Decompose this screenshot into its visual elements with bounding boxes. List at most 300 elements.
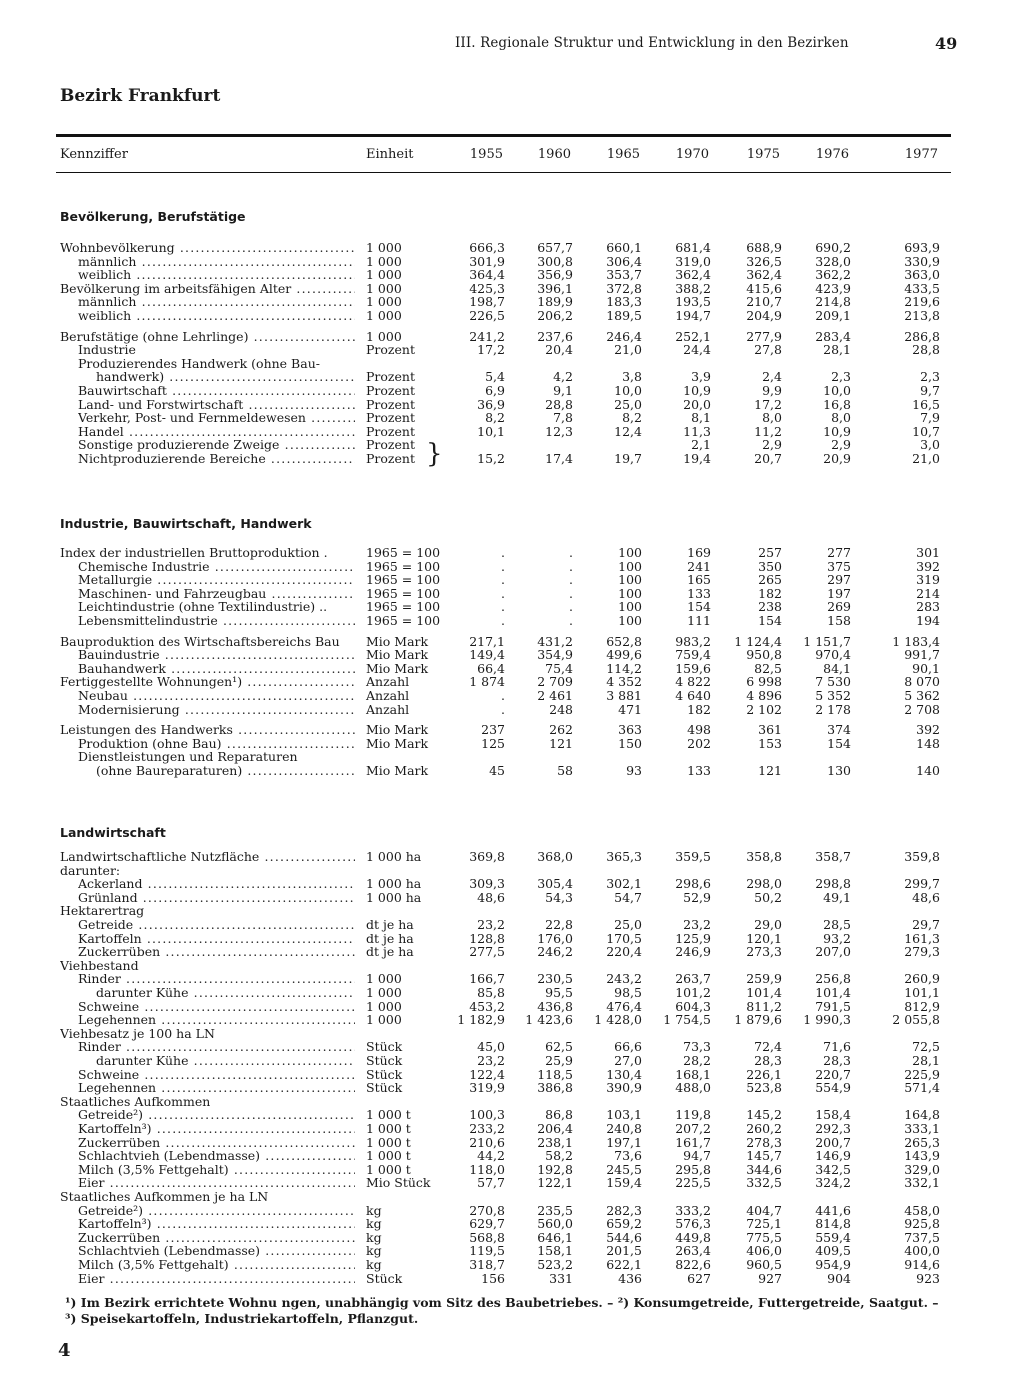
table-row [0, 750, 1024, 764]
value-cell: 812,9 [904, 999, 940, 1014]
row-unit: dt je ha [366, 917, 414, 932]
value-cell: 10,9 [683, 383, 711, 398]
value-cell: 277,9 [746, 329, 782, 344]
value-cell: . [501, 572, 505, 587]
value-cell: 189,9 [537, 294, 573, 309]
value-cell: 688,9 [746, 240, 782, 255]
value-cell: 148 [916, 736, 940, 751]
value-cell: 791,5 [815, 999, 851, 1014]
value-cell: 130 [827, 763, 851, 778]
table-row [0, 945, 1024, 959]
value-cell: 238 [758, 599, 782, 614]
value-cell: 278,3 [746, 1135, 782, 1150]
row-unit: Stück [366, 1067, 403, 1082]
value-cell: 237,6 [537, 329, 573, 344]
value-cell: 95,5 [545, 985, 573, 1000]
value-cell: 386,8 [537, 1080, 573, 1095]
value-cell: 983,2 [675, 634, 711, 649]
table-row [0, 1068, 1024, 1082]
row-label: Wohnbevölkerung ..... [60, 241, 355, 255]
value-cell: 3,0 [920, 437, 940, 452]
table-row [0, 1027, 1024, 1041]
value-cell: 362,4 [746, 267, 782, 282]
value-cell: 359,5 [675, 849, 711, 864]
value-cell: . [569, 572, 573, 587]
value-cell: 622,1 [606, 1257, 642, 1272]
value-cell: 207,0 [815, 944, 851, 959]
value-cell: 392 [916, 722, 940, 737]
value-cell: 28,8 [912, 342, 940, 357]
table-row [0, 255, 1024, 269]
table-row [0, 1136, 1024, 1150]
value-cell: 354,9 [537, 647, 573, 662]
table-row [0, 1244, 1024, 1258]
value-cell: 406,0 [746, 1243, 782, 1258]
row-label: Grünland ..... [78, 891, 355, 905]
value-cell: 350 [758, 559, 782, 574]
value-cell: . [569, 545, 573, 560]
value-cell: 220,4 [606, 944, 642, 959]
value-cell: 301 [916, 545, 940, 560]
table-row [0, 560, 1024, 574]
value-cell: 20,9 [823, 451, 851, 466]
value-cell: 71,6 [823, 1039, 851, 1054]
table-row [0, 864, 1024, 878]
value-cell: 225,9 [904, 1067, 940, 1082]
value-cell: 29,7 [912, 917, 940, 932]
value-cell: 226,1 [746, 1067, 782, 1082]
row-label: Modernisierung ..... [78, 703, 355, 717]
table-row [0, 662, 1024, 676]
row-unit: kg [366, 1243, 382, 1258]
value-cell: 100 [618, 572, 642, 587]
value-cell: 25,9 [545, 1053, 573, 1068]
value-cell: 279,3 [904, 944, 940, 959]
value-cell: 309,3 [469, 876, 505, 891]
value-cell: 299,7 [904, 876, 940, 891]
value-cell: 252,1 [675, 329, 711, 344]
value-cell: 297 [827, 572, 851, 587]
value-cell: 176,0 [537, 931, 573, 946]
value-cell: 388,2 [675, 281, 711, 296]
table-top-rule [56, 134, 951, 137]
value-cell: 100 [618, 545, 642, 560]
value-cell: 15,2 [477, 451, 505, 466]
row-unit: 1 000 t [366, 1121, 411, 1136]
row-unit: 1965 = 100 [366, 559, 441, 574]
row-label: Hektarertrag [60, 904, 145, 918]
table-row [0, 343, 1024, 357]
value-cell: 194,7 [675, 308, 711, 323]
value-cell: 4 896 [746, 688, 782, 703]
value-cell: 7 530 [815, 674, 851, 689]
value-cell: 5,4 [485, 369, 505, 384]
value-cell: 283,4 [815, 329, 851, 344]
value-cell: . [569, 599, 573, 614]
value-cell: 458,0 [904, 1203, 940, 1218]
value-cell: 114,2 [606, 661, 642, 676]
value-cell: 362,2 [815, 267, 851, 282]
value-cell: 100 [618, 586, 642, 601]
value-cell: 324,2 [815, 1175, 851, 1190]
value-cell: 660,1 [606, 240, 642, 255]
row-unit: 1 000 [366, 254, 402, 269]
value-cell: 10,0 [823, 383, 851, 398]
value-cell: 66,6 [614, 1039, 642, 1054]
value-cell: 19,7 [614, 451, 642, 466]
value-cell: . [569, 559, 573, 574]
table-row [0, 689, 1024, 703]
value-cell: 17,2 [754, 397, 782, 412]
row-label: Leistungen des Handwerks ..... [60, 723, 355, 737]
value-cell: 331 [549, 1271, 573, 1286]
row-unit: dt je ha [366, 931, 414, 946]
row-label: Bevölkerung im arbeitsfähigen Alter ..... [60, 282, 355, 296]
value-cell: 9,1 [553, 383, 573, 398]
value-cell: 301,9 [469, 254, 505, 269]
value-cell: 197 [827, 586, 851, 601]
value-cell: 576,3 [675, 1216, 711, 1231]
value-cell: 90,1 [912, 661, 940, 676]
table-row [0, 904, 1024, 918]
row-label: Zuckerrüben ..... [78, 1231, 355, 1245]
table-row [0, 675, 1024, 689]
value-cell: 263,7 [675, 971, 711, 986]
value-cell: 2,9 [831, 437, 851, 452]
table-row [0, 384, 1024, 398]
value-cell: 2 708 [904, 702, 940, 717]
value-cell: 2 461 [537, 688, 573, 703]
table-row [0, 268, 1024, 282]
value-cell: 183,3 [606, 294, 642, 309]
value-cell: 305,4 [537, 876, 573, 891]
value-cell: 12,4 [614, 424, 642, 439]
value-cell: 154 [827, 736, 851, 751]
value-cell: 48,6 [477, 890, 505, 905]
table-row [0, 764, 1024, 778]
section-title: Landwirtschaft [60, 825, 166, 840]
value-cell: 927 [758, 1271, 782, 1286]
value-cell: 217,1 [469, 634, 505, 649]
value-cell: 86,8 [545, 1107, 573, 1122]
value-cell: 970,4 [815, 647, 851, 662]
value-cell: 93,2 [823, 931, 851, 946]
row-label: Dienstleistungen und Reparaturen [78, 750, 298, 764]
table-row [0, 241, 1024, 255]
row-label: Eier ..... [78, 1272, 355, 1286]
value-cell: 262 [549, 722, 573, 737]
value-cell: 72,4 [754, 1039, 782, 1054]
value-cell: 36,9 [477, 397, 505, 412]
footnote-line-1: ¹) Im Bezirk errichtete Wohnu ngen, unabhängig vom Sitz des Baubetriebes. – ²) Konsumgetreide, Futtergetreide, Saatgut. – [65, 1295, 939, 1310]
value-cell: 328,0 [815, 254, 851, 269]
value-cell: 82,5 [754, 661, 782, 676]
row-label: Getreide²) ..... [78, 1108, 355, 1122]
value-cell: 246,2 [537, 944, 573, 959]
value-cell: 292,3 [815, 1121, 851, 1136]
value-cell: 362,4 [675, 267, 711, 282]
value-cell: 269 [827, 599, 851, 614]
table-row [0, 1095, 1024, 1109]
row-label: Produzierendes Handwerk (ohne Bau- [78, 357, 320, 371]
table-row [0, 370, 1024, 384]
value-cell: 571,4 [904, 1080, 940, 1095]
value-cell: 50,2 [754, 890, 782, 905]
table-row [0, 1054, 1024, 1068]
table-row [0, 972, 1024, 986]
row-unit: 1 000 ha [366, 876, 422, 891]
row-label: (ohne Baureparaturen) ..... [96, 764, 355, 778]
table-row [0, 1176, 1024, 1190]
row-unit: Mio Mark [366, 763, 429, 778]
value-cell: 121 [549, 736, 573, 751]
column-header-unit: Einheit [366, 147, 414, 162]
value-cell: 85,8 [477, 985, 505, 1000]
value-cell: 12,3 [545, 424, 573, 439]
value-cell: 93 [626, 763, 642, 778]
value-cell: . [501, 545, 505, 560]
value-cell: 365,3 [606, 849, 642, 864]
column-header-label: Kennziffer [60, 147, 128, 162]
row-unit: 1 000 [366, 267, 402, 282]
value-cell: 154 [687, 599, 711, 614]
row-label: Staatliches Aufkommen je ha LN [60, 1190, 269, 1204]
value-cell: 431,2 [537, 634, 573, 649]
row-label: Zuckerrüben ..... [78, 1136, 355, 1150]
value-cell: 306,4 [606, 254, 642, 269]
value-cell: 523,2 [537, 1257, 573, 1272]
table-row [0, 425, 1024, 439]
value-cell: 2 178 [815, 702, 851, 717]
value-cell: 7,8 [553, 410, 573, 425]
value-cell: 238,1 [537, 1135, 573, 1150]
row-label: Lebensmittelindustrie ..... [78, 614, 355, 628]
table-row [0, 737, 1024, 751]
row-unit: 1 000 [366, 294, 402, 309]
value-cell: 57,7 [477, 1175, 505, 1190]
value-cell: 118,5 [537, 1067, 573, 1082]
value-cell: 282,3 [606, 1203, 642, 1218]
value-cell: 298,0 [746, 876, 782, 891]
row-label: Kartoffeln³) ..... [78, 1217, 355, 1231]
row-unit: Prozent [366, 342, 415, 357]
value-cell: 170,5 [606, 931, 642, 946]
value-cell: 559,4 [815, 1230, 851, 1245]
value-cell: 652,8 [606, 634, 642, 649]
value-cell: 436,8 [537, 999, 573, 1014]
value-cell: 374 [827, 722, 851, 737]
row-label: Schweine ..... [78, 1000, 355, 1014]
value-cell: 150 [618, 736, 642, 751]
row-label: Verkehr, Post- und Fernmeldewesen ..... [78, 411, 355, 425]
value-cell: 214,8 [815, 294, 851, 309]
row-label: Metallurgie ..... [78, 573, 355, 587]
table-row [0, 1149, 1024, 1163]
value-cell: 73,6 [614, 1148, 642, 1163]
value-cell: 72,5 [912, 1039, 940, 1054]
value-cell: 241,2 [469, 329, 505, 344]
value-cell: 436 [618, 1271, 642, 1286]
table-row [0, 573, 1024, 587]
value-cell: 400,0 [904, 1243, 940, 1258]
value-cell: 121 [758, 763, 782, 778]
table-row [0, 546, 1024, 560]
value-cell: 243,2 [606, 971, 642, 986]
value-cell: 62,5 [545, 1039, 573, 1054]
value-cell: 10,1 [477, 424, 505, 439]
row-label: Legehennen ..... [78, 1081, 355, 1095]
table-row [0, 1190, 1024, 1204]
value-cell: 206,2 [537, 308, 573, 323]
value-cell: 263,4 [675, 1243, 711, 1258]
row-label: handwerk) ..... [96, 370, 355, 384]
row-unit: 1 000 [366, 999, 402, 1014]
row-unit: Mio Mark [366, 634, 429, 649]
value-cell: 923 [916, 1271, 940, 1286]
value-cell: 811,2 [746, 999, 782, 1014]
value-cell: 433,5 [904, 281, 940, 296]
value-cell: 375 [827, 559, 851, 574]
value-cell: 657,7 [537, 240, 573, 255]
value-cell: 143,9 [904, 1148, 940, 1163]
value-cell: 44,2 [477, 1148, 505, 1163]
row-label: Nichtproduzierende Bereiche ..... [78, 452, 355, 466]
row-label: Staatliches Aufkommen [60, 1095, 211, 1109]
value-cell: 1 754,5 [663, 1012, 711, 1027]
value-cell: 1 183,4 [892, 634, 940, 649]
value-cell: 1 874 [469, 674, 505, 689]
table-row [0, 1163, 1024, 1177]
value-cell: 240,8 [606, 1121, 642, 1136]
value-cell: 2,9 [762, 437, 782, 452]
value-cell: 246,9 [675, 944, 711, 959]
value-cell: 166,7 [469, 971, 505, 986]
value-cell: 28,3 [754, 1053, 782, 1068]
value-cell: 20,4 [545, 342, 573, 357]
value-cell: 725,1 [746, 1216, 782, 1231]
value-cell: 368,0 [537, 849, 573, 864]
value-cell: 4 822 [675, 674, 711, 689]
value-cell: 119,8 [675, 1107, 711, 1122]
value-cell: 319 [916, 572, 940, 587]
column-header-year: 1965 [606, 147, 640, 162]
row-unit: 1965 = 100 [366, 613, 441, 628]
table-row [0, 932, 1024, 946]
value-cell: 10,7 [912, 424, 940, 439]
row-label: Maschinen- und Fahrzeugbau ..... [78, 587, 355, 601]
value-cell: 904 [827, 1271, 851, 1286]
value-cell: 52,9 [683, 890, 711, 905]
value-cell: 245,5 [606, 1162, 642, 1177]
value-cell: 1 423,6 [525, 1012, 573, 1027]
row-label: Industrie [78, 343, 136, 357]
value-cell: 2,3 [920, 369, 940, 384]
value-cell: 960,5 [746, 1257, 782, 1272]
row-unit: Prozent [366, 383, 415, 398]
value-cell: 8,0 [762, 410, 782, 425]
row-label: Viehbesatz je 100 ha LN [60, 1027, 215, 1041]
value-cell: 210,7 [746, 294, 782, 309]
row-unit: Prozent [366, 397, 415, 412]
value-cell: . [569, 586, 573, 601]
value-cell: 359,8 [904, 849, 940, 864]
value-cell: 646,1 [537, 1230, 573, 1245]
value-cell: 159,6 [675, 661, 711, 676]
value-cell: 814,8 [815, 1216, 851, 1231]
row-unit: kg [366, 1257, 382, 1272]
value-cell: 145,2 [746, 1107, 782, 1122]
value-cell: 161,3 [904, 931, 940, 946]
value-cell: 230,5 [537, 971, 573, 986]
value-cell: 1 879,6 [734, 1012, 782, 1027]
value-cell: 11,3 [683, 424, 711, 439]
value-cell: 9,7 [920, 383, 940, 398]
value-cell: 23,2 [477, 917, 505, 932]
row-label: Milch (3,5% Fettgehalt) ..... [78, 1258, 355, 1272]
row-unit: 1 000 t [366, 1162, 411, 1177]
table-row [0, 614, 1024, 628]
value-cell: 94,7 [683, 1148, 711, 1163]
row-unit: Prozent [366, 410, 415, 425]
value-cell: 182 [758, 586, 782, 601]
row-label: weiblich ..... [78, 268, 355, 282]
row-unit: 1 000 [366, 240, 402, 255]
row-unit: dt je ha [366, 944, 414, 959]
value-cell: 241 [687, 559, 711, 574]
row-unit: 1965 = 100 [366, 586, 441, 601]
row-label: Bauhandwerk ..... [78, 662, 355, 676]
value-cell: 226,5 [469, 308, 505, 323]
value-cell: 415,6 [746, 281, 782, 296]
value-cell: 207,2 [675, 1121, 711, 1136]
value-cell: 329,0 [904, 1162, 940, 1177]
value-cell: 49,1 [823, 890, 851, 905]
value-cell: 361 [758, 722, 782, 737]
value-cell: 189,5 [606, 308, 642, 323]
value-cell: 28,8 [545, 397, 573, 412]
value-cell: 220,7 [815, 1067, 851, 1082]
value-cell: 197,1 [606, 1135, 642, 1150]
value-cell: 161,7 [675, 1135, 711, 1150]
value-cell: 164,8 [904, 1107, 940, 1122]
table-row [0, 1000, 1024, 1014]
row-unit: Prozent [366, 437, 415, 452]
value-cell: 333,2 [675, 1203, 711, 1218]
row-unit: Anzahl [366, 702, 410, 717]
value-cell: 950,8 [746, 647, 782, 662]
value-cell: 4 352 [606, 674, 642, 689]
value-cell: 627 [687, 1271, 711, 1286]
value-cell: 2,4 [762, 369, 782, 384]
row-unit: Stück [366, 1039, 403, 1054]
table-row [0, 330, 1024, 344]
value-cell: 17,2 [477, 342, 505, 357]
value-cell: 390,9 [606, 1080, 642, 1095]
value-cell: 128,8 [469, 931, 505, 946]
value-cell: 149,4 [469, 647, 505, 662]
table-row [0, 398, 1024, 412]
value-cell: 2 055,8 [892, 1012, 940, 1027]
value-cell: 1 124,4 [734, 634, 782, 649]
row-label: darunter Kühe ..... [96, 1054, 355, 1068]
row-unit: 1 000 t [366, 1148, 411, 1163]
column-header-year: 1975 [746, 147, 780, 162]
row-unit: 1 000 ha [366, 849, 422, 864]
value-cell: 158,4 [815, 1107, 851, 1122]
value-cell: 1 428,0 [594, 1012, 642, 1027]
value-cell: 265,3 [904, 1135, 940, 1150]
column-header-year: 1960 [537, 147, 571, 162]
